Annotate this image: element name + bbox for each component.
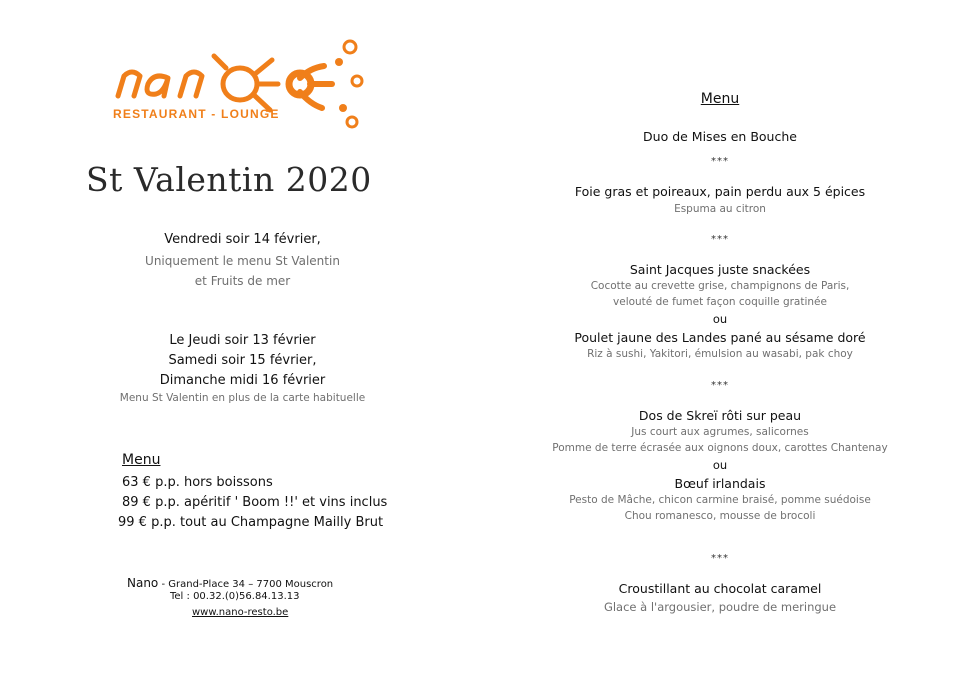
contact-name: Nano bbox=[127, 576, 159, 590]
or-1: ou bbox=[712, 312, 728, 326]
course-4a: Dos de Skreï rôti sur peau bbox=[638, 408, 802, 423]
course-3b-desc: Riz à sushi, Yakitori, émulsion au wasabi, pak choy bbox=[587, 348, 853, 360]
course-5-desc: Glace à l'argousier, poudre de meringue bbox=[603, 600, 837, 614]
extra-note: Menu St Valentin en plus de la carte habituelle bbox=[119, 392, 366, 404]
course-3b: Poulet jaune des Landes pané au sésame doré bbox=[574, 330, 866, 345]
separator-2: *** bbox=[711, 234, 729, 245]
course-4b-desc-2: Chou romanesco, mousse de brocoli bbox=[624, 510, 816, 522]
thursday-line: Le Jeudi soir 13 février bbox=[169, 333, 316, 348]
sunday-line: Dimanche midi 16 février bbox=[159, 373, 326, 388]
course-2: Foie gras et poireaux, pain perdu aux 5 épices bbox=[574, 184, 866, 199]
separator-3: *** bbox=[711, 380, 729, 391]
course-2-desc: Espuma au citron bbox=[674, 203, 766, 215]
contact-address-line bbox=[127, 572, 333, 591]
course-3a-desc-2: velouté de fumet façon coquille gratinée bbox=[613, 296, 827, 308]
friday-line: Vendredi soir 14 février, bbox=[164, 232, 321, 247]
or-2: ou bbox=[712, 458, 728, 472]
separator-1: *** bbox=[711, 156, 729, 167]
price-2: 89 € p.p. apéritif ' Boom !!' et vins inclus bbox=[122, 495, 388, 510]
course-3a-desc-1: Cocotte au crevette grise, champignons de Paris, bbox=[590, 280, 850, 292]
left-menu-heading: Menu bbox=[122, 452, 161, 468]
website-link[interactable]: www.nano-resto.be bbox=[192, 607, 289, 618]
price-1: 63 € p.p. hors boissons bbox=[122, 475, 273, 490]
right-menu-heading-wrap bbox=[540, 88, 900, 107]
friday-note-2: et Fruits de mer bbox=[194, 274, 291, 288]
course-4b-desc-1: Pesto de Mâche, chicon carmine braisé, pomme suédoise bbox=[569, 494, 871, 506]
friday-note-1: Uniquement le menu St Valentin bbox=[145, 254, 340, 268]
page-title: St Valentin 2020 bbox=[86, 160, 372, 199]
saturday-line: Samedi soir 15 février, bbox=[168, 353, 317, 368]
contact-tel: Tel : 00.32.(0)56.84.13.13 bbox=[170, 591, 300, 602]
separator-4: *** bbox=[711, 553, 729, 564]
course-5: Croustillant au chocolat caramel bbox=[618, 581, 822, 596]
brand-tagline: RESTAURANT - LOUNGE bbox=[113, 107, 280, 121]
course-4a-desc-2: Pomme de terre écrasée aux oignons doux, carottes Chantenay bbox=[552, 442, 888, 454]
course-3a: Saint Jacques juste snackées bbox=[629, 262, 811, 277]
course-4b: Bœuf irlandais bbox=[674, 476, 766, 491]
contact-address: - Grand-Place 34 – 7700 Mouscron bbox=[158, 579, 334, 590]
course-1: Duo de Mises en Bouche bbox=[643, 129, 797, 144]
course-4a-desc-1: Jus court aux agrumes, salicornes bbox=[631, 426, 809, 438]
right-menu-heading: Menu bbox=[700, 91, 740, 107]
price-3: 99 € p.p. tout au Champagne Mailly Brut bbox=[118, 515, 384, 530]
